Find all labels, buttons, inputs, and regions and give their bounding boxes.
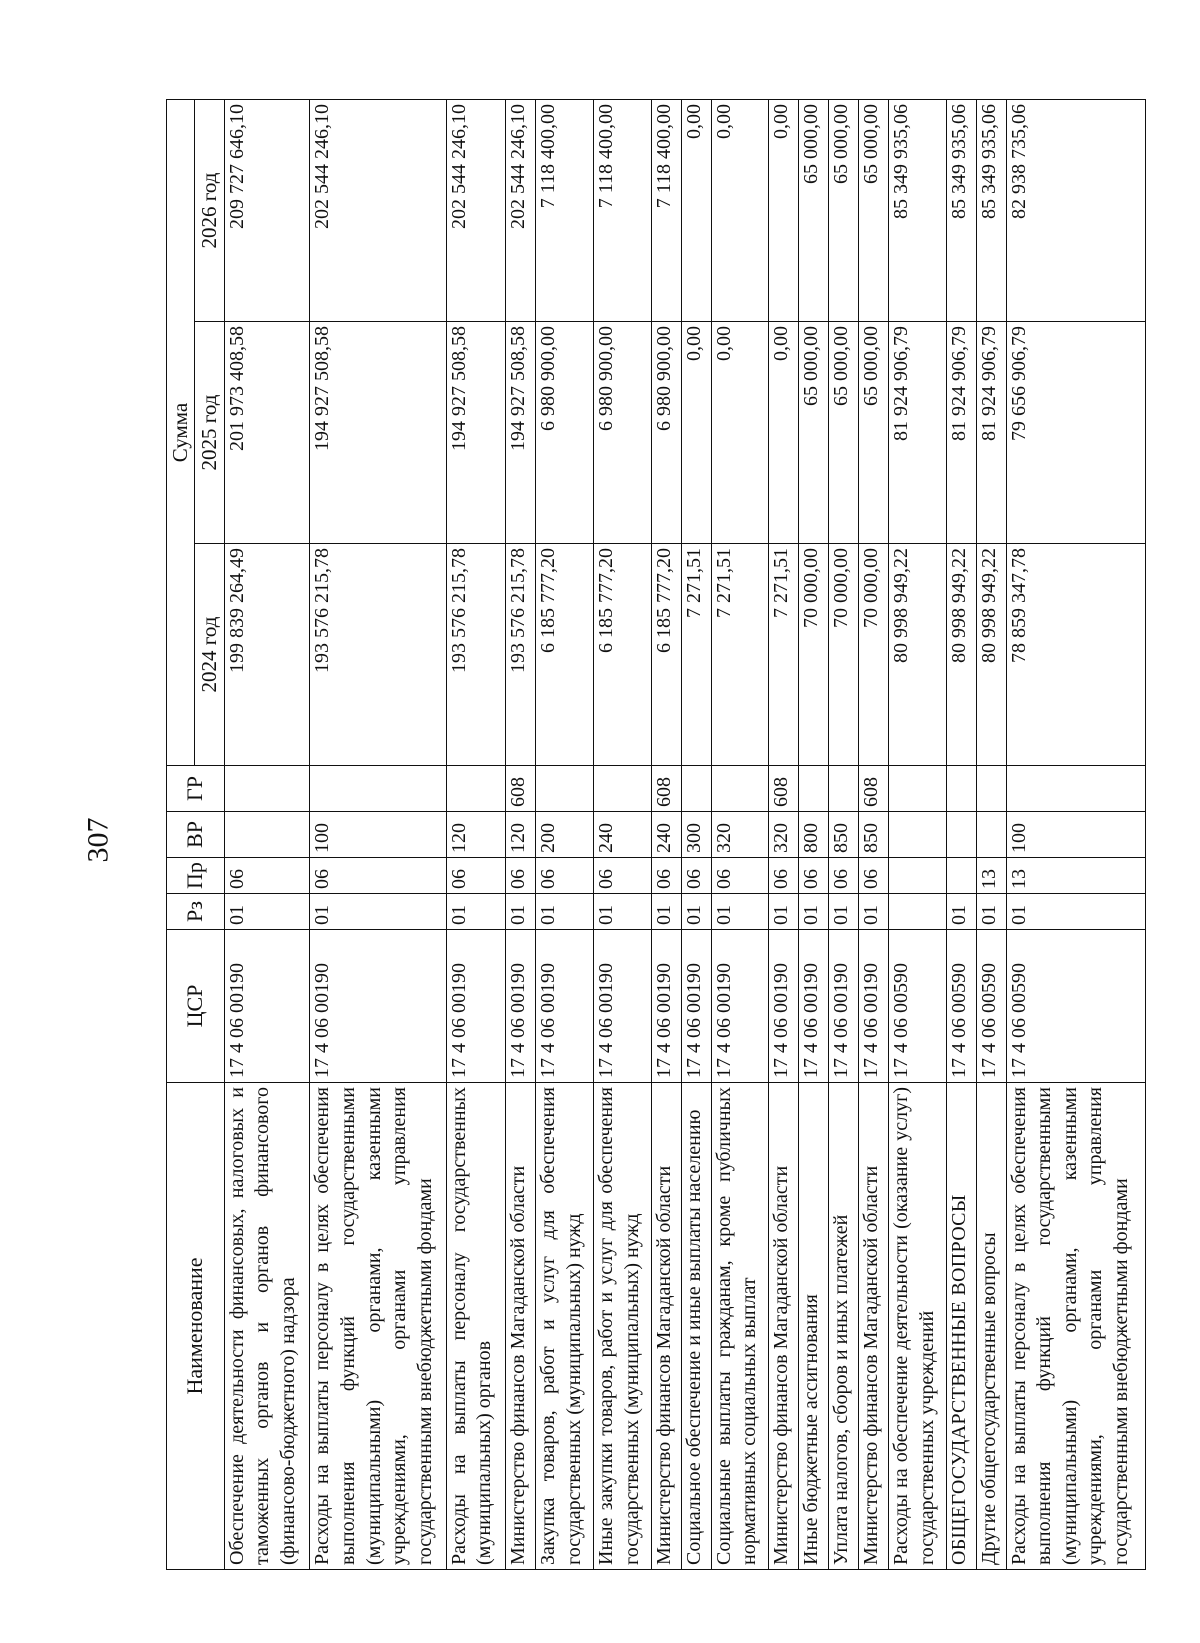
header-sum: Сумма: [167, 99, 195, 765]
row-sum-2025: 81 924 906,79: [976, 322, 1006, 544]
budget-table: [166, 99, 1146, 1570]
header-2026: 2026 год: [194, 99, 224, 321]
table-row: [310, 99, 446, 1569]
row-csr: 17 4 06 00190: [681, 930, 711, 1083]
row-gr: 608: [769, 766, 799, 812]
row-gr: [594, 766, 652, 812]
row-pr: 06: [506, 858, 536, 894]
row-gr: [976, 766, 1006, 812]
row-sum-2025: 0,00: [769, 322, 799, 544]
row-gr: 608: [506, 766, 536, 812]
row-gr: [536, 766, 594, 812]
row-name: ОБЩЕГОСУДАРСТВЕННЫЕ ВОПРОСЫ: [946, 1083, 976, 1570]
row-sum-2025: 194 927 508,58: [446, 322, 506, 544]
row-pr: 13: [1006, 858, 1145, 894]
row-name: Расходы на обеспечение деятельности (оказание услуг) государственных учреждений: [889, 1083, 947, 1570]
row-gr: [711, 766, 769, 812]
rotated-table-container: [166, 100, 1146, 1570]
row-pr: [889, 858, 947, 894]
header-2024: 2024 год: [194, 544, 224, 766]
row-sum-2025: 0,00: [711, 322, 769, 544]
row-pr: [946, 858, 976, 894]
row-sum-2026: 65 000,00: [859, 99, 889, 321]
row-rz: 01: [799, 894, 829, 930]
row-sum-2025: 6 980 900,00: [536, 322, 594, 544]
row-name: Закупка товаров, работ и услуг для обеспечения государственных (муниципальных) нужд: [536, 1083, 594, 1570]
row-sum-2024: 6 185 777,20: [651, 544, 681, 766]
row-sum-2024: 7 271,51: [711, 544, 769, 766]
row-gr: [310, 766, 446, 812]
header-vr: ВР: [167, 812, 225, 858]
row-sum-2024: 70 000,00: [859, 544, 889, 766]
row-csr: 17 4 06 00190: [594, 930, 652, 1083]
table-row: [799, 99, 829, 1569]
row-vr: 850: [859, 812, 889, 858]
row-rz: 01: [769, 894, 799, 930]
header-gr: ГР: [167, 766, 225, 812]
row-sum-2025: 194 927 508,58: [506, 322, 536, 544]
row-pr: 06: [310, 858, 446, 894]
row-sum-2024: 78 859 347,78: [1006, 544, 1145, 766]
row-sum-2026: 65 000,00: [799, 99, 829, 321]
row-csr: 17 4 06 00190: [310, 930, 446, 1083]
row-csr: 17 4 06 00190: [506, 930, 536, 1083]
row-sum-2025: 65 000,00: [859, 322, 889, 544]
table-row: [976, 99, 1006, 1569]
table-row: [651, 99, 681, 1569]
row-vr: 120: [506, 812, 536, 858]
row-name: Социальные выплаты гражданам, кроме публичных нормативных социальных выплат: [711, 1083, 769, 1570]
row-rz: 01: [1006, 894, 1145, 930]
row-pr: 06: [536, 858, 594, 894]
row-pr: 06: [446, 858, 506, 894]
row-sum-2024: 193 576 215,78: [506, 544, 536, 766]
row-sum-2026: 0,00: [769, 99, 799, 321]
table-row: [1006, 99, 1145, 1569]
page-number-text: 307: [81, 817, 114, 863]
row-sum-2026: 209 727 646,10: [224, 99, 310, 321]
table-row: [946, 99, 976, 1569]
row-csr: 17 4 06 00590: [946, 930, 976, 1083]
row-csr: 17 4 06 00190: [711, 930, 769, 1083]
row-gr: 608: [651, 766, 681, 812]
row-pr: 06: [711, 858, 769, 894]
row-sum-2024: 70 000,00: [799, 544, 829, 766]
row-csr: 17 4 06 00190: [829, 930, 859, 1083]
row-sum-2025: 194 927 508,58: [310, 322, 446, 544]
row-csr: 17 4 06 00190: [224, 930, 310, 1083]
row-name: Министерство финансов Магаданской области: [859, 1083, 889, 1570]
table-rotator: [166, 100, 1146, 1570]
row-pr: 06: [224, 858, 310, 894]
row-name: Иные бюджетные ассигнования: [799, 1083, 829, 1570]
table-row: [859, 99, 889, 1569]
row-rz: 01: [651, 894, 681, 930]
row-rz: 01: [224, 894, 310, 930]
table-row: [889, 99, 947, 1569]
header-rz: Рз: [167, 894, 225, 930]
row-vr: 800: [799, 812, 829, 858]
table-row: [681, 99, 711, 1569]
row-sum-2026: 7 118 400,00: [536, 99, 594, 321]
table-row: [446, 99, 506, 1569]
row-sum-2025: 65 000,00: [829, 322, 859, 544]
row-name: Уплата налогов, сборов и иных платежей: [829, 1083, 859, 1570]
row-rz: 01: [681, 894, 711, 930]
row-sum-2026: 85 349 935,06: [946, 99, 976, 321]
row-sum-2025: 6 980 900,00: [651, 322, 681, 544]
row-rz: 01: [446, 894, 506, 930]
row-sum-2024: 193 576 215,78: [446, 544, 506, 766]
row-pr: 13: [976, 858, 1006, 894]
row-sum-2024: 7 271,51: [681, 544, 711, 766]
row-name: Министерство финансов Магаданской области: [769, 1083, 799, 1570]
row-sum-2026: 202 544 246,10: [310, 99, 446, 321]
row-gr: [946, 766, 976, 812]
row-sum-2024: 6 185 777,20: [536, 544, 594, 766]
header-pr: Пр: [167, 858, 225, 894]
row-csr: 17 4 06 00190: [769, 930, 799, 1083]
row-name: Обеспечение деятельности финансовых, налоговых и таможенных органов и органов финансового (финансово-бюджетного) надзора: [224, 1083, 310, 1570]
row-pr: 06: [859, 858, 889, 894]
row-sum-2026: 0,00: [681, 99, 711, 321]
row-sum-2024: 80 998 949,22: [946, 544, 976, 766]
row-csr: 17 4 06 00590: [1006, 930, 1145, 1083]
table-row: [224, 99, 310, 1569]
row-gr: [681, 766, 711, 812]
row-gr: [224, 766, 310, 812]
row-gr: [446, 766, 506, 812]
row-name: Расходы на выплаты персоналу в целях обеспечения выполнения функций государственными (муниципальными) органами, казенными учреждениями, органами управления государственными внебюджетными фондами: [310, 1083, 446, 1570]
row-gr: [1006, 766, 1145, 812]
row-rz: [889, 894, 947, 930]
row-vr: 120: [446, 812, 506, 858]
row-vr: 300: [681, 812, 711, 858]
row-vr: 240: [651, 812, 681, 858]
row-name: Министерство финансов Магаданской области: [651, 1083, 681, 1570]
row-rz: 01: [594, 894, 652, 930]
row-gr: [829, 766, 859, 812]
row-sum-2026: 85 349 935,06: [976, 99, 1006, 321]
table-row: [829, 99, 859, 1569]
table-row: [506, 99, 536, 1569]
table-row: [769, 99, 799, 1569]
row-sum-2025: 6 980 900,00: [594, 322, 652, 544]
row-sum-2025: 201 973 408,58: [224, 322, 310, 544]
row-rz: 01: [946, 894, 976, 930]
row-sum-2024: 193 576 215,78: [310, 544, 446, 766]
row-rz: 01: [829, 894, 859, 930]
row-name: Иные закупки товаров, работ и услуг для обеспечения государственных (муниципальных) нужд: [594, 1083, 652, 1570]
row-rz: 01: [536, 894, 594, 930]
row-sum-2026: 82 938 735,06: [1006, 99, 1145, 321]
header-csr: ЦСР: [167, 930, 225, 1083]
page-number: [78, 810, 118, 870]
row-csr: 17 4 06 00190: [651, 930, 681, 1083]
row-sum-2026: 0,00: [711, 99, 769, 321]
row-sum-2026: 202 544 246,10: [506, 99, 536, 321]
row-vr: 850: [829, 812, 859, 858]
row-vr: 100: [1006, 812, 1145, 858]
row-vr: [946, 812, 976, 858]
row-rz: 01: [310, 894, 446, 930]
table-row: [711, 99, 769, 1569]
row-sum-2024: 7 271,51: [769, 544, 799, 766]
row-pr: 06: [769, 858, 799, 894]
row-csr: 17 4 06 00190: [446, 930, 506, 1083]
row-pr: 06: [799, 858, 829, 894]
row-sum-2026: 7 118 400,00: [651, 99, 681, 321]
row-name: Другие общегосударственные вопросы: [976, 1083, 1006, 1570]
row-sum-2024: 80 998 949,22: [889, 544, 947, 766]
row-sum-2025: 0,00: [681, 322, 711, 544]
row-rz: 01: [506, 894, 536, 930]
row-pr: 06: [651, 858, 681, 894]
row-vr: [889, 812, 947, 858]
row-name: Министерство финансов Магаданской области: [506, 1083, 536, 1570]
row-gr: [799, 766, 829, 812]
row-gr: [889, 766, 947, 812]
row-sum-2024: 80 998 949,22: [976, 544, 1006, 766]
row-csr: 17 4 06 00190: [536, 930, 594, 1083]
row-sum-2026: 7 118 400,00: [594, 99, 652, 321]
row-vr: 240: [594, 812, 652, 858]
header-name: Наименование: [167, 1083, 225, 1570]
row-vr: 200: [536, 812, 594, 858]
row-sum-2026: 65 000,00: [829, 99, 859, 321]
table-row: [594, 99, 652, 1569]
row-pr: 06: [681, 858, 711, 894]
row-rz: 01: [859, 894, 889, 930]
row-vr: 320: [769, 812, 799, 858]
row-name: Расходы на выплаты персоналу государственных (муниципальных) органов: [446, 1083, 506, 1570]
table-row: [536, 99, 594, 1569]
row-vr: 320: [711, 812, 769, 858]
row-csr: 17 4 06 00590: [976, 930, 1006, 1083]
row-gr: 608: [859, 766, 889, 812]
row-csr: 17 4 06 00590: [889, 930, 947, 1083]
row-vr: [224, 812, 310, 858]
row-vr: [976, 812, 1006, 858]
row-sum-2024: 199 839 264,49: [224, 544, 310, 766]
row-pr: 06: [829, 858, 859, 894]
row-sum-2025: 81 924 906,79: [889, 322, 947, 544]
row-sum-2026: 202 544 246,10: [446, 99, 506, 321]
header-2025: 2025 год: [194, 322, 224, 544]
row-sum-2025: 79 656 906,79: [1006, 322, 1145, 544]
row-sum-2024: 70 000,00: [829, 544, 859, 766]
row-pr: 06: [594, 858, 652, 894]
row-vr: 100: [310, 812, 446, 858]
row-csr: 17 4 06 00190: [799, 930, 829, 1083]
row-sum-2025: 65 000,00: [799, 322, 829, 544]
row-name: Расходы на выплаты персоналу в целях обеспечения выполнения функций государственными (муниципальными) органами, казенными учреждениями, органами управления государственными внебюджетными фондами: [1006, 1083, 1145, 1570]
row-csr: 17 4 06 00190: [859, 930, 889, 1083]
row-sum-2024: 6 185 777,20: [594, 544, 652, 766]
row-rz: 01: [711, 894, 769, 930]
row-rz: 01: [976, 894, 1006, 930]
row-sum-2025: 81 924 906,79: [946, 322, 976, 544]
row-name: Социальное обеспечение и иные выплаты населению: [681, 1083, 711, 1570]
row-sum-2026: 85 349 935,06: [889, 99, 947, 321]
